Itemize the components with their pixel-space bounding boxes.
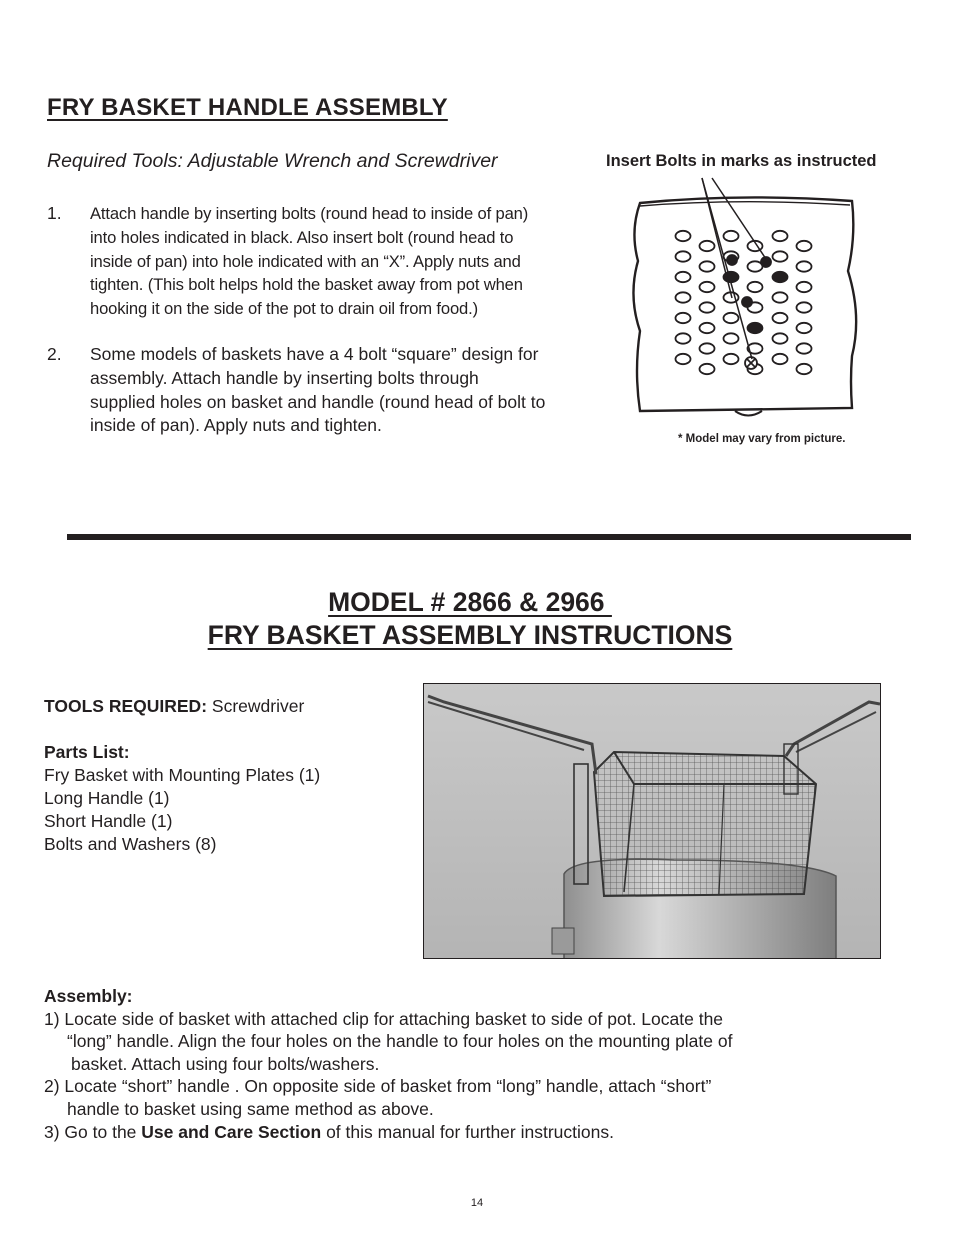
basket-hole [773, 333, 788, 343]
assembly-step-2-cont: handle to basket using same method as above. [67, 1098, 434, 1119]
basket-hole [797, 364, 812, 374]
figure-note: * Model may vary from picture. [678, 433, 846, 445]
section-heading-handle-assembly: FRY BASKET HANDLE ASSEMBLY [47, 94, 448, 121]
page-number: 14 [470, 1197, 484, 1209]
basket-hole [700, 323, 715, 333]
tools-and-parts [44, 695, 320, 856]
basket-hole [773, 251, 788, 261]
basket-hole [724, 333, 739, 343]
basket-hole [773, 231, 788, 241]
basket-hole [797, 261, 812, 271]
required-tools-value: : Adjustable Wrench and Screwdriver [177, 150, 498, 172]
basket-hole [700, 282, 715, 292]
tools-value: Screwdriver [207, 696, 305, 716]
assembly-label: Assembly: [44, 986, 133, 1006]
basket-hole [700, 302, 715, 312]
assembly-step-2: 2) Locate “short” handle . On opposite side of basket from “long” handle, attach “short” [44, 1076, 712, 1097]
assembly-step-1-cont: “long” handle. Align the four holes on the handle to four holes on the mounting plate of [67, 1031, 733, 1052]
assembly-step-3-post: of this manual for further instructions. [321, 1121, 614, 1142]
parts-item: Long Handle (1) [44, 788, 170, 808]
panel-foot [735, 411, 762, 416]
basket-panel-diagram [620, 176, 870, 426]
bolt-mark [727, 255, 737, 265]
basket-hole [700, 241, 715, 251]
x-bolt-mark [745, 357, 757, 369]
basket-hole [676, 292, 691, 302]
basket-hole [700, 343, 715, 353]
basket-hole [797, 343, 812, 353]
basket-hole [676, 333, 691, 343]
basket-hole [797, 241, 812, 251]
basket-hole [676, 231, 691, 241]
parts-item: Bolts and Washers (8) [44, 834, 217, 854]
handle-steps-list [47, 202, 547, 460]
parts-item: Short Handle (1) [44, 811, 173, 831]
tools-required [44, 695, 320, 718]
tools-label: TOOLS REQUIRED: [44, 696, 208, 716]
step-number: 1. [47, 203, 62, 223]
parts-list-label: Parts List: [44, 742, 130, 762]
basket-hole [773, 313, 788, 323]
step-number: 2. [47, 343, 62, 364]
step-2 [47, 343, 547, 438]
assembly-step-3 [44, 1121, 864, 1144]
basket-hole [773, 272, 788, 282]
basket-hole [700, 261, 715, 271]
section-divider [67, 534, 911, 540]
step-text: Some models of baskets have a 4 bolt “square” design for assembly. Attach handle by inserting bolts through supplied holes on basket and handle (round head of bolt to inside of pan). Apply nuts and tighten. [90, 343, 546, 436]
basket-hole [724, 354, 739, 364]
basket-hole [676, 354, 691, 364]
use-and-care-reference: Use and Care Section [141, 1121, 322, 1142]
basket-hole [748, 323, 763, 333]
required-tools [47, 150, 498, 173]
assembly-title: FRY BASKET ASSEMBLY INSTRUCTIONS [207, 620, 733, 650]
assembly-instructions [44, 985, 864, 1143]
basket-hole [797, 282, 812, 292]
basket-hole [773, 354, 788, 364]
basket-hole [724, 231, 739, 241]
step-text: Attach handle by inserting bolts (round head to inside of pan) into holes indicated in black. Also insert bolt (round head to inside of pan) into hole indicated with an “X”. Apply nuts and tighten. (This bolt helps hold the basket away from pot when hooking it on the side of the pot to drain oil from food.) [90, 204, 529, 319]
required-tools-label: Required Tools [47, 150, 178, 172]
bolt-mark [742, 297, 752, 307]
basket-hole [676, 251, 691, 261]
assembly-step-3-pre: 3) Go to the [44, 1121, 142, 1142]
basket-hole [700, 364, 715, 374]
basket-hole [676, 272, 691, 282]
basket-hole [724, 313, 739, 323]
basket-hole [773, 292, 788, 302]
basket-hole [797, 302, 812, 312]
figure-caption: Insert Bolts in marks as instructed [606, 152, 877, 170]
fry-basket-photo [423, 683, 881, 959]
assembly-step-1-cont: basket. Attach using four bolts/washers. [71, 1053, 380, 1074]
basket-hole [676, 313, 691, 323]
basket-hole [797, 323, 812, 333]
assembly-step-1: 1) Locate side of basket with attached clip for attaching basket to side of pot. Locate the [44, 1008, 724, 1029]
basket-hole [748, 282, 763, 292]
model-title: MODEL # 2866 & 2966 [328, 587, 612, 617]
parts-item: Fry Basket with Mounting Plates (1) [44, 765, 321, 785]
step-1 [47, 202, 547, 321]
